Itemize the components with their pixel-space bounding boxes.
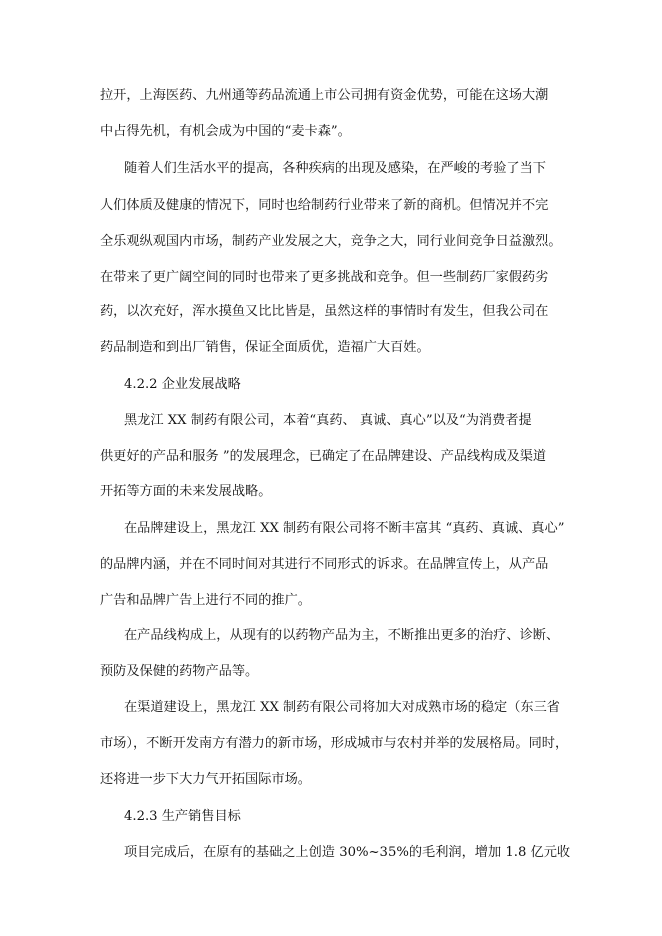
paragraph-line: 预防及保健的药物产品等。: [100, 664, 259, 679]
section-heading: 4.2.2 企业发展战略: [124, 377, 241, 392]
paragraph-line: 市场），不断开发南方有潜力的新市场，形成城市与农村并举的发展格局。同时，: [100, 736, 569, 751]
paragraph-line: 在带来了更广阔空间的同时也带来了更多挑战和竞争。但一些制药厂家假药劣: [100, 270, 549, 285]
paragraph-line: 全乐观纵观国内市场，制药产业发展之大，竞争之大，同行业间竞争日益激烈。: [100, 234, 562, 249]
paragraph-line: 的品牌内涵，并在不同时间对其进行不同形式的诉求。在品牌宣传上，从产品: [100, 557, 549, 572]
paragraph-line: 项目完成后，在原有的基础之上创造 30%~35%的毛利润，增加 1.8 亿元收: [124, 845, 571, 860]
paragraph-line: 在产品线构成上，从现有的以药物产品为主，不断推出更多的治疗、诊断、: [124, 628, 560, 643]
paragraph-line: 随着人们生活水平的提高，各种疾病的出现及感染，在严峻的考验了当下: [124, 161, 546, 176]
paragraph-line: 还将进一步下大力气开拓国际市场。: [100, 772, 311, 787]
paragraph-line: 中占得先机，有机会成为中国的“麦卡森”。: [100, 124, 351, 139]
paragraph-line: 在品牌建设上，黑龙江 XX 制药有限公司将不断丰富其 “真药、真诚、真心”: [124, 521, 565, 536]
paragraph-line: 在渠道建设上，黑龙江 XX 制药有限公司将加大对成熟市场的稳定（东三省: [124, 700, 560, 715]
paragraph-line: 广告和品牌广告上进行不同的推广。: [100, 593, 311, 608]
paragraph-line: 拉开，上海医药、九州通等药品流通上市公司拥有资金优势，可能在这场大潮: [100, 88, 549, 103]
paragraph-line: 药，以次充好，浑水摸鱼又比比皆是，虽然这样的事情时有发生，但我公司在: [100, 304, 549, 319]
paragraph-line: 黑龙江 XX 制药有限公司，本着“真药、 真诚、真心”以及“为消费者提: [124, 413, 532, 428]
paragraph-line: 开拓等方面的未来发展战略。: [100, 484, 272, 499]
section-heading: 4.2.3 生产销售目标: [124, 809, 241, 824]
paragraph-line: 药品制造和到出厂销售，保证全面质优，造福广大百姓。: [100, 340, 430, 355]
paragraph-line: 人们体质及健康的情况下，同时也给制药行业带来了新的商机。但情况并不完: [100, 198, 549, 213]
paragraph-line: 供更好的产品和服务 ”的发展理念，已确定了在品牌建设、产品线构成及渠道: [100, 449, 547, 464]
